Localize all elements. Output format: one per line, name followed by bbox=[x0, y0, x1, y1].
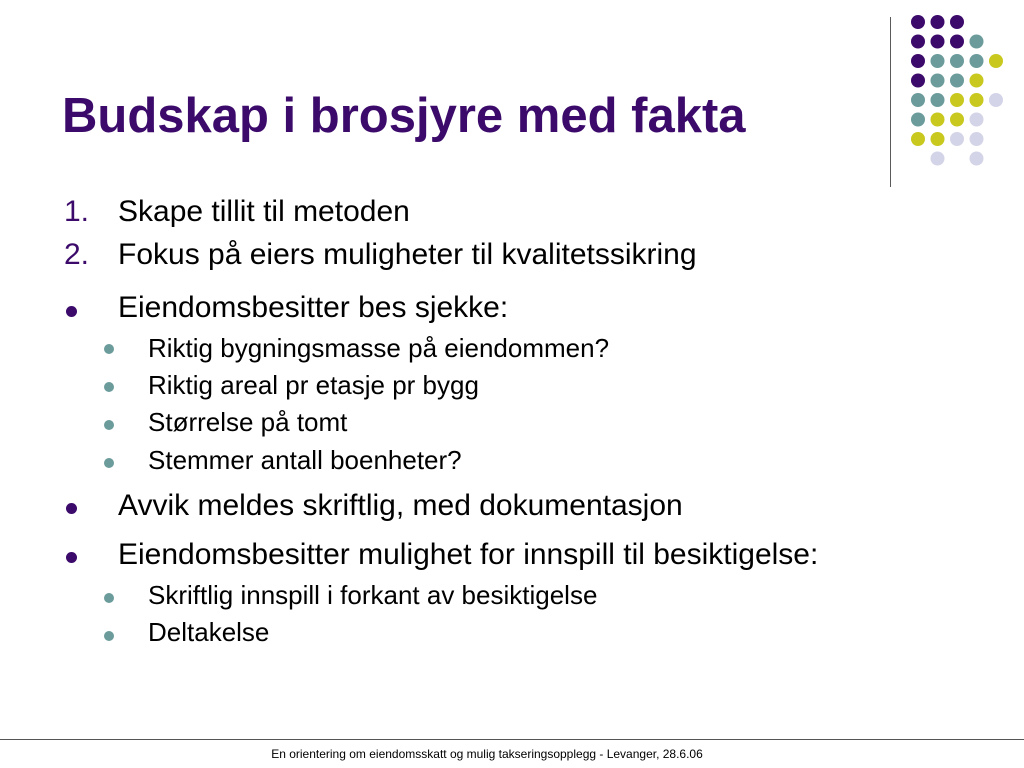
decor-dot bbox=[931, 152, 945, 166]
title-divider-vertical bbox=[890, 17, 891, 187]
bullet-item-1: Eiendomsbesitter bes sjekke: bbox=[118, 291, 509, 324]
bullet-dot bbox=[66, 503, 77, 514]
bullet-item-2: Avvik meldes skriftlig, med dokumentasjon bbox=[118, 489, 683, 522]
decor-dot bbox=[931, 74, 945, 88]
numbered-item-1-number: 1. bbox=[64, 195, 90, 228]
decor-dot bbox=[970, 93, 984, 107]
decor-dot bbox=[950, 74, 964, 88]
sub-bullet-item-1-2: Riktig areal pr etasje pr bygg bbox=[148, 370, 479, 400]
decor-dot bbox=[970, 54, 984, 68]
decor-dot bbox=[989, 54, 1003, 68]
numbered-item-1-text: Skape tillit til metoden bbox=[118, 195, 410, 228]
sub-bullet-dot bbox=[104, 458, 114, 468]
numbered-item-2-text: Fokus på eiers muligheter til kvalitetssikring bbox=[118, 238, 697, 271]
decor-dot bbox=[970, 74, 984, 88]
decor-dot bbox=[931, 15, 945, 29]
bullet-dot bbox=[66, 552, 77, 563]
decor-dot bbox=[911, 113, 925, 127]
decor-dot bbox=[950, 132, 964, 146]
decor-dot bbox=[989, 93, 1003, 107]
sub-bullet-dot bbox=[104, 593, 114, 603]
decor-dot bbox=[911, 74, 925, 88]
decor-dot bbox=[911, 15, 925, 29]
decor-dot bbox=[950, 113, 964, 127]
decor-dot bbox=[970, 113, 984, 127]
decor-dot bbox=[931, 132, 945, 146]
decor-dot bbox=[931, 54, 945, 68]
decor-dot bbox=[950, 54, 964, 68]
sub-bullet-item-1-4: Stemmer antall boenheter? bbox=[148, 445, 462, 475]
bullet-item-3: Eiendomsbesitter mulighet for innspill til besiktigelse: bbox=[118, 538, 819, 571]
sub-bullet-dot bbox=[104, 631, 114, 641]
decor-dot bbox=[931, 93, 945, 107]
sub-bullet-dot bbox=[104, 344, 114, 354]
decor-dot bbox=[970, 35, 984, 49]
sub-bullet-item-3-2: Deltakelse bbox=[148, 617, 270, 647]
decor-dot bbox=[970, 152, 984, 166]
sub-bullet-dot bbox=[104, 420, 114, 430]
sub-bullet-item-3-1: Skriftlig innspill i forkant av besiktigelse bbox=[148, 580, 598, 610]
sub-bullet-item-1-1: Riktig bygningsmasse på eiendommen? bbox=[148, 333, 610, 363]
decor-dot bbox=[950, 35, 964, 49]
decor-dot bbox=[931, 35, 945, 49]
decor-dot bbox=[970, 132, 984, 146]
footer-divider bbox=[0, 739, 1024, 740]
bullet-dot bbox=[66, 306, 77, 317]
decor-dot bbox=[950, 15, 964, 29]
sub-bullet-item-1-3: Størrelse på tomt bbox=[148, 407, 348, 437]
slide-title: Budskap i brosjyre med fakta bbox=[62, 89, 746, 143]
slide-footer: En orientering om eiendomsskatt og mulig takseringsopplegg - Levanger, 28.6.06 bbox=[271, 747, 703, 761]
decor-dot bbox=[911, 54, 925, 68]
decor-dot bbox=[950, 93, 964, 107]
decor-dot bbox=[911, 35, 925, 49]
decor-dot bbox=[911, 132, 925, 146]
decor-dot bbox=[931, 113, 945, 127]
sub-bullet-dot bbox=[104, 382, 114, 392]
decor-dot bbox=[911, 93, 925, 107]
numbered-item-2-number: 2. bbox=[64, 238, 90, 271]
